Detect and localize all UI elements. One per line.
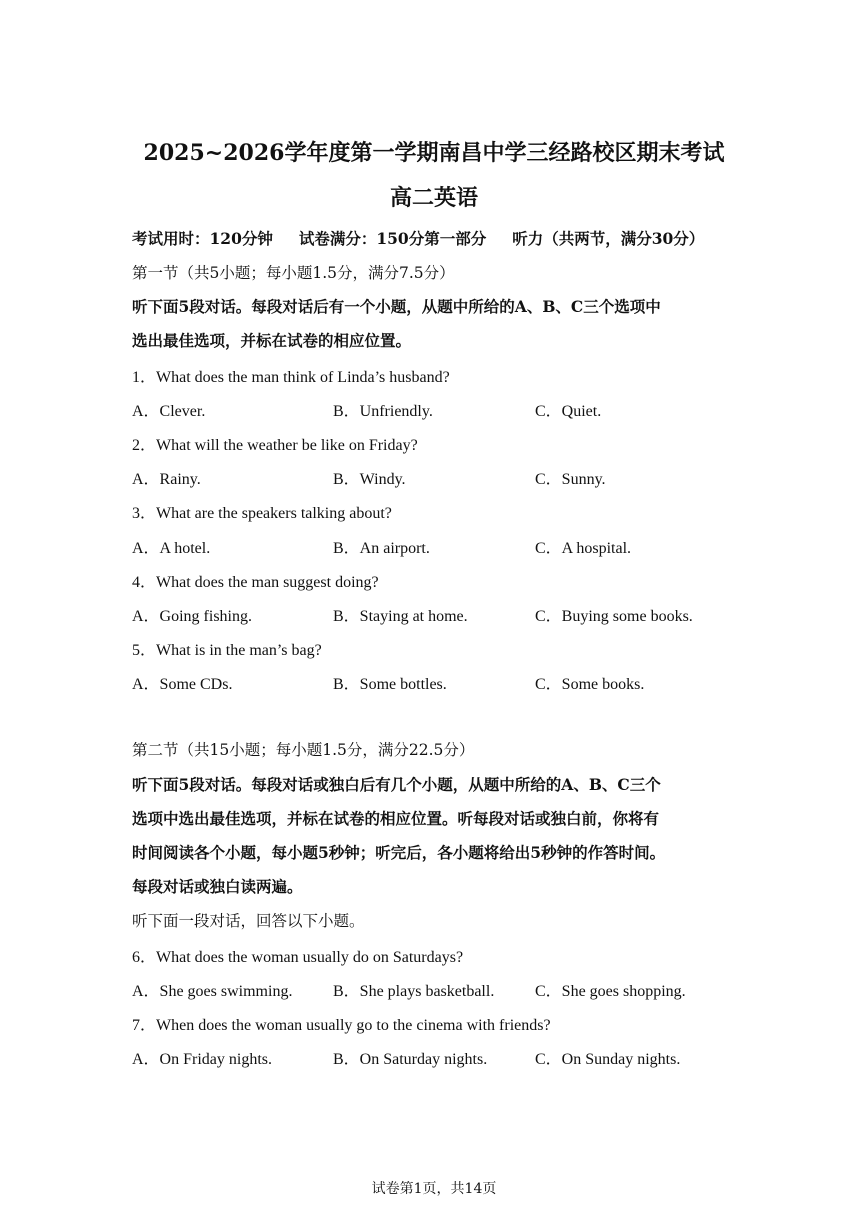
question-stem: 5．What is in the man’s bag? [132,642,322,659]
question-options [132,1046,772,1068]
option-c: C．She goes shopping. [535,983,686,1000]
section1-heading: 第一节（共5小题；每小题1.5分，满分7.5分） [132,264,455,282]
option-a: A．Rainy. [132,471,201,488]
section2-instruction: 听下面5段对话。每段对话或独白后有几个小题，从题中所给的A、B、C三个 [132,775,661,794]
question-stem: 1．What does the man think of Linda’s husband? [132,369,450,386]
question-options [132,535,772,557]
question-options [132,671,772,693]
option-b: B．Windy. [333,471,406,488]
option-c: C．Sunny. [535,471,606,488]
page-footer: 试卷第1页，共14页 [371,1181,497,1197]
question-options [132,398,772,420]
exam-info [132,227,704,249]
option-a: A．A hotel. [132,540,211,557]
question-stem: 6．What does the woman usually do on Saturdays? [132,949,464,966]
option-a: A．Going fishing. [132,608,253,625]
option-a: A．She goes swimming. [132,983,293,1000]
listening-info: 听力（共两节，满分30分） [512,229,705,248]
exam-time: 考试用时：120分钟 [132,229,273,248]
question-stem: 7．When does the woman usually go to the cinema with friends? [132,1017,551,1034]
question-options [132,466,772,488]
option-a: A．Clever. [132,403,206,420]
question-options [132,603,772,625]
exam-title: 2025~2026学年度第一学期南昌中学三经路校区期末考试 [143,140,725,166]
option-c: C．Buying some books. [535,608,693,625]
option-a: A．Some CDs. [132,676,233,693]
question-stem: 4．What does the man suggest doing? [132,574,379,591]
section2-instruction: 时间阅读各个小题，每小题5秒钟；听完后，各小题将给出5秒钟的作答时间。 [132,843,666,862]
option-b: B．Unfriendly. [333,403,433,420]
option-c: C．Quiet. [535,403,602,420]
option-a: A．On Friday nights. [132,1051,273,1068]
question-stem: 3．What are the speakers talking about? [132,505,392,522]
option-b: B．On Saturday nights. [333,1051,488,1068]
option-b: B．Some bottles. [333,676,447,693]
subject-title: 高二英语 [389,185,478,211]
dialogue-prompt: 听下面一段对话，回答以下小题。 [132,912,365,930]
section2-instruction: 每段对话或独白读两遍。 [132,877,303,896]
option-b: B．An airport. [333,540,430,557]
section2-heading: 第二节（共15小题；每小题1.5分，满分22.5分） [132,741,475,759]
section2-instruction: 选项中选出最佳选项，并标在试卷的相应位置。听每段对话或独白前，你将有 [132,809,660,828]
section1-instruction: 听下面5段对话。每段对话后有一个小题，从题中所给的A、B、C三个选项中 [132,297,661,316]
exam-score: 试卷满分：150分第一部分 [298,229,487,248]
question-options [132,978,772,1000]
option-c: C．On Sunday nights. [535,1051,681,1068]
question-stem: 2．What will the weather be like on Friday? [132,437,418,454]
option-c: C．A hospital. [535,540,632,557]
section1-instruction: 选出最佳选项，并标在试卷的相应位置。 [132,331,412,350]
option-c: C．Some books. [535,676,645,693]
option-b: B．She plays basketball. [333,983,495,1000]
option-b: B．Staying at home. [333,608,468,625]
